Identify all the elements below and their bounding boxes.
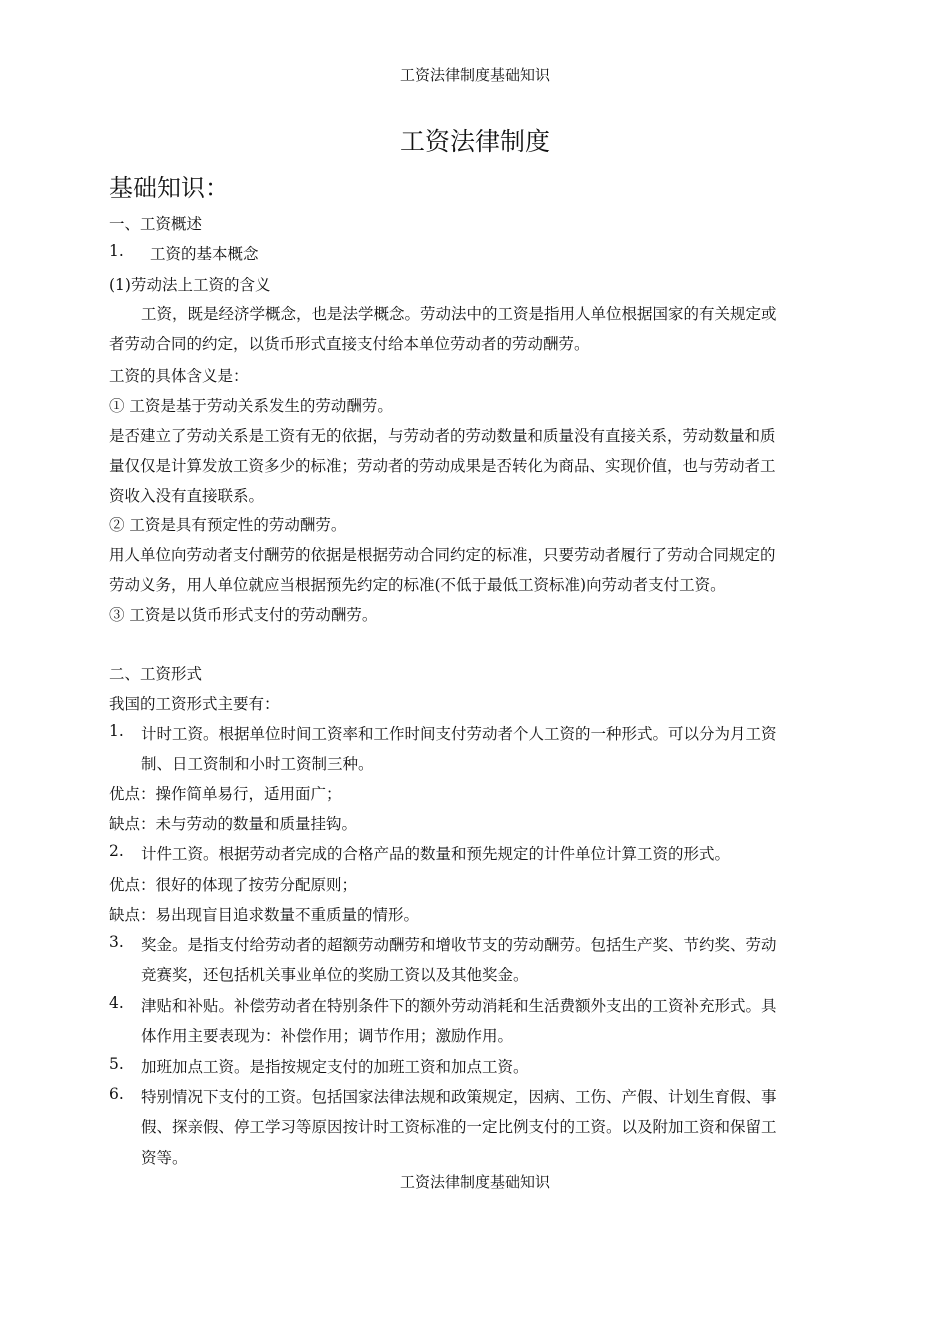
list-item-line: 体作用主要表现为：补偿作用；调节作用；激励作用。 (141, 1027, 514, 1045)
pros-line: 优点：操作简单易行，适用面广； (109, 785, 342, 803)
list-number: 2. (109, 842, 124, 860)
paragraph-line: 量仅仅是计算发放工资多少的标准；劳动者的劳动成果是否转化为商品、实现价值，也与劳动者工 (109, 457, 776, 475)
pros-line: 优点：很好的体现了按劳分配原则； (109, 876, 358, 894)
paragraph-line: 是否建立了劳动关系是工资有无的依据，与劳动者的劳动数量和质量没有直接关系，劳动数量和质 (109, 427, 776, 445)
section-heading-2: 二、工资形式 (109, 665, 203, 683)
subheading: (1)劳动法上工资的含义 (109, 276, 271, 294)
page-header: 工资法律制度基础知识 (399, 66, 550, 84)
list-number: 4. (109, 994, 124, 1012)
document-title: 工资法律制度 (399, 127, 550, 156)
list-number: 6. (109, 1085, 124, 1103)
paragraph-line: 工资的具体含义是： (109, 367, 249, 385)
cons-line: 缺点：易出现盲目追求数量不重质量的情形。 (109, 906, 420, 924)
item-label: 工资的基本概念 (150, 245, 259, 263)
list-item-line: 竞赛奖，还包括机关事业单位的奖励工资以及其他奖金。 (141, 966, 529, 984)
point-heading: ③ 工资是以货币形式支付的劳动酬劳。 (109, 606, 378, 624)
subtitle: 基础知识： (109, 174, 229, 202)
list-item-line: 假、探亲假、停工学习等原因按计时工资标准的一定比例支付的工资。以及附加工资和保留工 (141, 1118, 777, 1136)
list-item-line: 计时工资。根据单位时间工资率和工作时间支付劳动者个人工资的一种形式。可以分为月工资 (141, 725, 777, 743)
paragraph-line: 我国的工资形式主要有： (109, 695, 280, 713)
cons-line: 缺点：未与劳动的数量和质量挂钩。 (109, 815, 358, 833)
paragraph-line: 者劳动合同的约定，以货币形式直接支付给本单位劳动者的劳动酬劳。 (109, 335, 590, 353)
item-number: 1. (109, 242, 124, 260)
paragraph-line: 用人单位向劳动者支付酬劳的依据是根据劳动合同约定的标准，只要劳动者履行了劳动合同规定的 (109, 546, 776, 564)
page-footer: 工资法律制度基础知识 (399, 1173, 550, 1191)
paragraph-line: 劳动义务，用人单位就应当根据预先约定的标准(不低于最低工资标准)向劳动者支付工资。 (109, 576, 726, 594)
section-heading-1: 一、工资概述 (109, 215, 203, 233)
point-heading: ② 工资是具有预定性的劳动酬劳。 (109, 516, 347, 534)
list-number: 5. (109, 1055, 124, 1073)
list-item-line: 制、日工资制和小时工资制三种。 (141, 755, 374, 773)
list-item-line: 加班加点工资。是指按规定支付的加班工资和加点工资。 (141, 1058, 529, 1076)
paragraph-line: 资收入没有直接联系。 (109, 487, 265, 505)
paragraph-line: 工资，既是经济学概念，也是法学概念。劳动法中的工资是指用人单位根据国家的有关规定或 (141, 305, 777, 323)
list-item-line: 特别情况下支付的工资。包括国家法律法规和政策规定，因病、工伤、产假、计划生育假、事 (141, 1088, 777, 1106)
list-item-line: 津贴和补贴。补偿劳动者在特别条件下的额外劳动消耗和生活费额外支出的工资补充形式。具 (141, 997, 777, 1015)
list-item-line: 奖金。是指支付给劳动者的超额劳动酬劳和增收节支的劳动酬劳。包括生产奖、节约奖、劳动 (141, 936, 777, 954)
list-item-line: 资等。 (141, 1149, 188, 1167)
list-number: 3. (109, 933, 124, 951)
list-item-line: 计件工资。根据劳动者完成的合格产品的数量和预先规定的计件单位计算工资的形式。 (141, 845, 731, 863)
point-heading: ① 工资是基于劳动关系发生的劳动酬劳。 (109, 397, 393, 415)
list-number: 1. (109, 722, 124, 740)
